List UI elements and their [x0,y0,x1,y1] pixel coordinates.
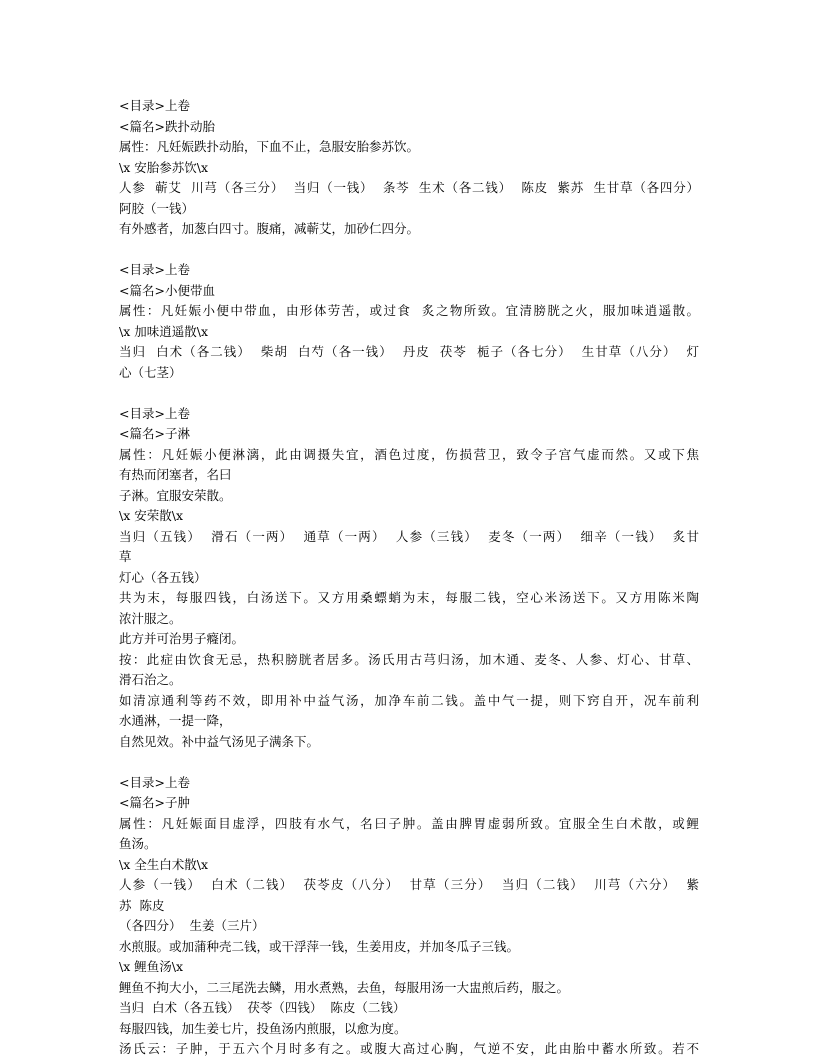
catalog-line: <目录>上卷 [119,262,190,277]
note-line: 每服四钱，加生姜七片，投鱼汤内煎服，以愈为度。 [119,1020,407,1036]
ingredients-line: 苏 陈皮 [119,897,165,913]
formula-name: \x 全生白术散\x [119,856,208,872]
ingredients-line: （各四分） 生姜（三片） [119,918,265,933]
note-line: 水通淋，一提一降， [119,713,232,728]
note-line: 共为末，每服四钱，白汤送下。又方用桑螵蛸为末，每服二钱，空心米汤送下。又方用陈米陶 [119,590,699,605]
ingredients-line: 草 [119,549,132,564]
chapter-title: <篇名>跌扑动胎 [119,118,215,134]
attribute-line: 属性：凡妊娠小便中带血，由形体劳苦，或过食 炙之物所致。宜清膀胱之火，服加味逍遥散。 [119,303,699,318]
attribute-line: 鱼汤。 [119,836,157,851]
note-line: 此方并可治男子癃闭。 [119,631,245,646]
attribute-line: 属性：凡妊娠小便淋漓，此由调摄失宜，酒色过度，伤损营卫，致令子宫气虚而然。又或下焦 [119,446,699,462]
formula-name: \x 鲤鱼汤\x [119,959,183,974]
ingredients-line: 心（七茎） [119,364,182,380]
catalog-line: <目录>上卷 [119,774,190,790]
note-line: 水煎服。或加蒲种壳二钱，或干浮萍一钱，生姜用皮，并加冬瓜子三钱。 [119,938,520,954]
ingredients-line: 人参 蕲艾 川芎（各三分） 当归（一钱） 条芩 生术（各二钱） 陈皮 紫苏 生甘草（各四分） [119,180,699,195]
chapter-title: <篇名>小便带血 [119,282,215,298]
attribute-line: 属性：凡妊娠跌扑动胎，下血不止，急服安胎参苏饮。 [119,139,420,154]
note-line: 鲤鱼不拘大小，二三尾洗去鳞，用水煮熟，去鱼，每服用汤一大盅煎后药，服之。 [119,979,570,995]
section-dieputongtai [119,96,699,240]
attribute-line: 有热而闭塞者，名曰 [119,467,232,482]
chapter-title: <篇名>子肿 [119,795,190,810]
chapter-title: <篇名>子淋 [119,426,190,441]
formula-name: \x 加味逍遥散\x [119,323,208,339]
section-zizhong [119,773,699,1060]
note-line: 如清凉通利等药不效，即用补中益气汤，加净车前二钱。盖中气一提，则下窍自开，况车前利 [119,692,699,708]
section-divider [119,752,699,773]
ingredients-line: 灯心（各五钱） [119,569,207,585]
ingredients-line: 阿胶（一钱） [119,200,195,216]
attribute-line: 属性：凡妊娠面目虚浮，四肢有水气，名曰子肿。盖由脾胃虚弱所致。宜服全生白术散，或鲤 [119,815,699,831]
note-line: 有外感者，加葱白四寸。腹痛，减蕲艾，加砂仁四分。 [119,221,420,236]
note-line: 浓汁服之。 [119,610,182,626]
attribute-line: 子淋。宜服安荣散。 [119,487,232,503]
section-divider [119,383,699,404]
ingredients-line: 当归 白术（各二钱） 柴胡 白芍（各一钱） 丹皮 茯苓 栀子（各七分） 生甘草（八分） 灯 [119,344,699,359]
catalog-line: <目录>上卷 [119,98,190,113]
section-zilin [119,404,699,753]
ingredients-line: 当归（五钱） 滑石（一两） 通草（一两） 人参（三钱） 麦冬（一两） 细辛（一钱） 炙甘 [119,528,699,544]
section-divider [119,240,699,261]
ingredients-line: 人参（一钱） 白术（二钱） 茯苓皮（八分） 甘草（三分） 当归（二钱） 川芎（六分） 紫 [119,877,699,892]
formula-name: \x 安荣散\x [119,508,183,523]
note-line: 按：此症由饮食无忌，热积膀胱者居多。汤氏用古芎归汤，加木通、麦冬、人参、灯心、甘草、 [119,651,699,667]
section-xiaobiandaixue [119,260,699,383]
note-line: 汤氏云：子肿，于五六个月时多有之。或腹大高过心胸，气逆不安，此由胎中蓄水所致。若不 [119,1041,699,1056]
note-line: 滑石治之。 [119,672,182,687]
document-page [119,96,699,1060]
note-line: 自然见效。补中益气汤见子满条下。 [119,733,320,749]
catalog-line: <目录>上卷 [119,405,190,421]
formula-name: \x 安胎参苏饮\x [119,159,208,175]
ingredients-line: 当归 白术（各五钱） 茯苓（四钱） 陈皮（二钱） [119,1000,406,1015]
